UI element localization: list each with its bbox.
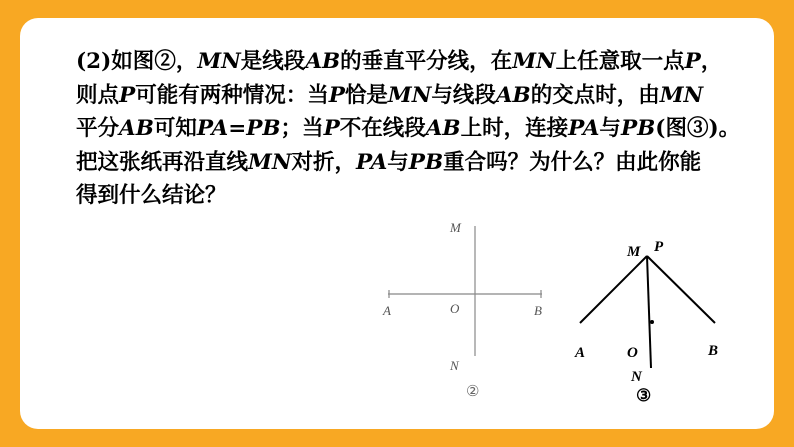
label-o: O (627, 345, 638, 361)
text-run: 得到什么结论？ (76, 183, 227, 208)
text-run: 可知 (153, 116, 197, 141)
text-line-4 (76, 146, 766, 180)
math-var: P (684, 49, 701, 74)
math-var: P (119, 82, 136, 108)
text-line-5 (76, 179, 766, 213)
math-var: PB (620, 116, 656, 141)
figure-2-caption: ② (466, 384, 480, 400)
math-var: PA (568, 116, 600, 141)
circled-figure-ref: ③ (686, 116, 709, 141)
label-n: N (631, 369, 642, 385)
math-var: P (323, 116, 340, 141)
math-var: MN (197, 49, 241, 74)
math-var: MN (512, 49, 556, 74)
label-p: P (654, 239, 664, 255)
label-b: B (534, 303, 542, 318)
text-run: (2)如图 (76, 49, 155, 74)
text-run: ， (175, 49, 198, 74)
text-run: )。 (708, 116, 741, 141)
text-run: 上任意取一点 (555, 49, 685, 74)
line-mn (647, 256, 651, 368)
math-var: MN (248, 149, 292, 175)
math-var: AB (425, 116, 461, 141)
text-run: 与 (599, 116, 621, 141)
text-run: 不在线段 (339, 116, 426, 141)
text-line-2 (76, 79, 766, 113)
text-run: 上时，连接 (460, 116, 569, 141)
math-var: MN (659, 82, 704, 108)
text-run: 重合吗？为什么？由此你能 (443, 149, 702, 175)
text-run: = (228, 116, 247, 141)
text-run: 与线段 (431, 82, 496, 108)
label-m: M (627, 244, 641, 260)
circled-figure-ref: ② (154, 49, 176, 74)
text-run: ；当 (280, 116, 324, 141)
math-var: MN (387, 82, 432, 108)
math-var: PB (408, 149, 444, 175)
text-run: 把这张纸再沿直线 (76, 149, 249, 175)
problem-text (76, 45, 766, 213)
text-run: 对折， (291, 149, 356, 175)
text-run: 的垂直平分线，在 (340, 49, 513, 74)
label-n: N (450, 358, 459, 373)
math-var: P (328, 82, 345, 108)
text-run: 是线段 (240, 49, 306, 74)
segment-pb (647, 256, 715, 323)
label-b: B (708, 343, 719, 359)
figure-3 (565, 218, 755, 408)
label-a: A (575, 345, 586, 361)
text-run: (图 (655, 116, 687, 141)
segment-pa (580, 256, 647, 323)
figure-3-caption: ③ (636, 386, 652, 405)
math-var: PA (196, 116, 229, 141)
label-a: A (383, 303, 391, 318)
text-line-1 (76, 45, 766, 79)
text-run: ， (700, 49, 723, 74)
content-card (20, 18, 774, 429)
text-run: 与 (387, 149, 409, 175)
text-run: 的交点时，由 (530, 82, 660, 108)
math-var: AB (305, 49, 341, 74)
label-o: O (450, 301, 460, 316)
text-run: 可能有两种情况：当 (135, 82, 329, 108)
math-var: PA (355, 149, 388, 175)
math-var: AB (119, 116, 154, 141)
text-run: 平分 (76, 116, 120, 141)
text-line-3 (76, 112, 766, 146)
point-o (650, 320, 654, 324)
text-run: 则点 (76, 82, 120, 108)
math-var: AB (495, 82, 531, 108)
label-m: M (450, 220, 461, 235)
math-var: PB (246, 116, 281, 141)
figure-2 (380, 218, 560, 408)
text-run: 恰是 (344, 82, 388, 108)
